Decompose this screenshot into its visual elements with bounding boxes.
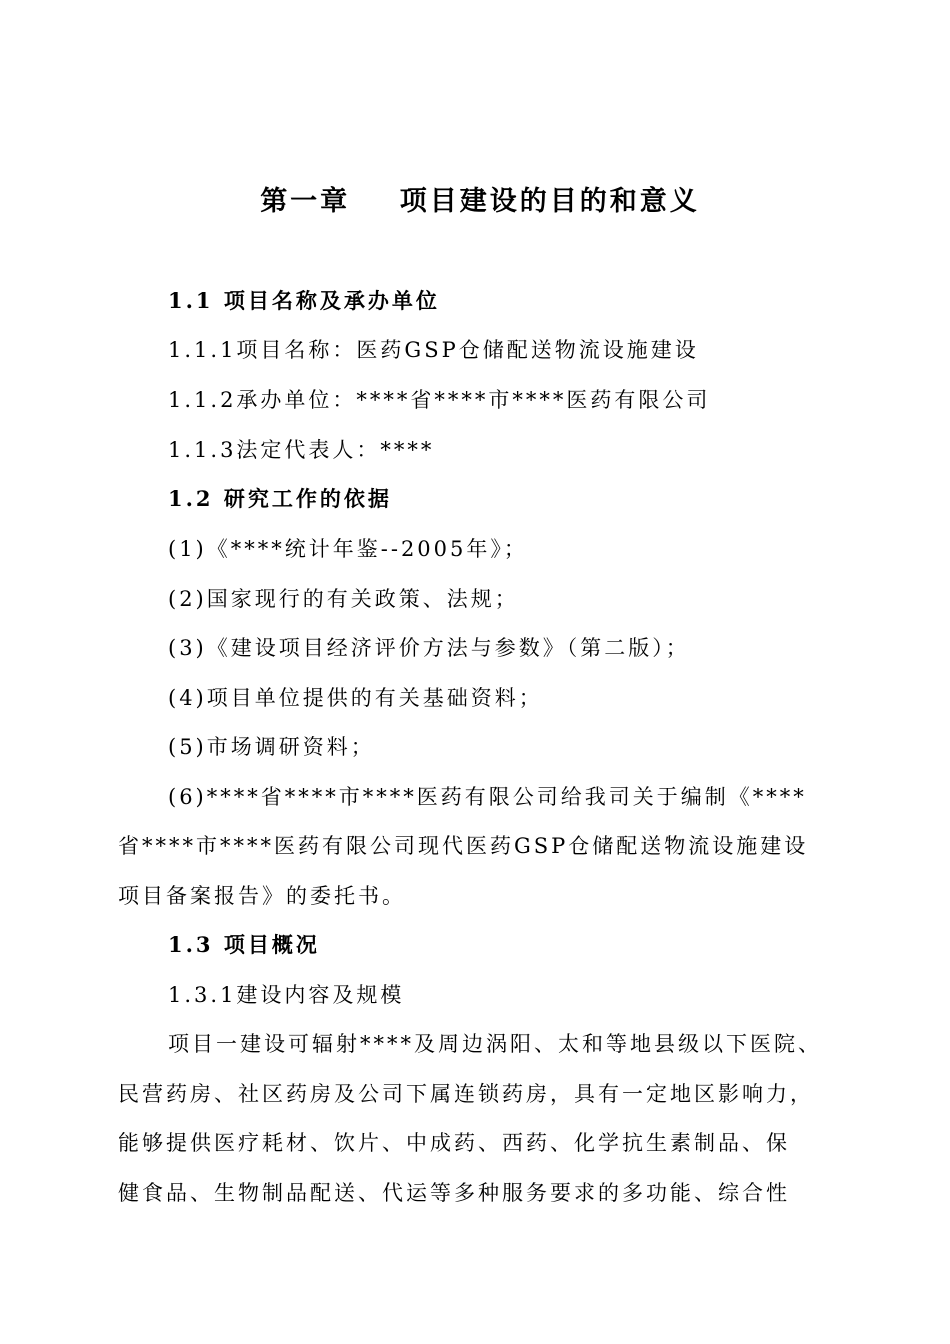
reference-item-3: (3)《建设项目经济评价方法与参数》（第二版）； [168, 636, 690, 660]
legal-rep-line: 1.1.3法定代表人：**** [168, 438, 435, 462]
organizer-line: 1.1.2承办单位：****省****市****医药有限公司 [168, 388, 711, 412]
reference-item-2: (2)国家现行的有关政策、法规； [168, 587, 519, 611]
reference-item-4: (4)项目单位提供的有关基础资料； [168, 686, 543, 710]
reference-item-6-line-2: 省****市****医药有限公司现代医药GSP仓储配送物流设施建设 [118, 834, 809, 858]
paragraph-line-2: 民营药房、社区药房及公司下属连锁药房，具有一定地区影响力， [118, 1082, 814, 1106]
paragraph-line-3: 能够提供医疗耗材、饮片、中成药、西药、化学抗生素制品、保 [118, 1131, 790, 1155]
chapter-title: 第一章 项目建设的目的和意义 [260, 186, 700, 217]
paragraph-line-1: 项目一建设可辐射****及周边涡阳、太和等地县级以下医院、 [168, 1032, 822, 1056]
project-name-line: 1.1.1项目名称：医药GSP仓储配送物流设施建设 [168, 338, 699, 362]
reference-item-6-line-1: (6)****省****市****医药有限公司给我司关于编制《**** [168, 785, 807, 809]
reference-item-5: (5)市场调研资料； [168, 735, 375, 759]
paragraph-line-4: 健食品、生物制品配送、代运等多种服务要求的多功能、综合性 [118, 1181, 790, 1205]
subsection-heading-1-3-1: 1.3.1建设内容及规模 [168, 983, 405, 1007]
section-heading-1-2: 1.2 研究工作的依据 [168, 486, 392, 511]
section-heading-1-3: 1.3 项目概况 [168, 932, 320, 957]
reference-item-6-line-3: 项目备案报告》的委托书。 [118, 884, 406, 908]
reference-item-1: (1)《****统计年鉴--2005年》； [168, 537, 528, 561]
section-heading-1-1: 1.1 项目名称及承办单位 [168, 288, 440, 313]
